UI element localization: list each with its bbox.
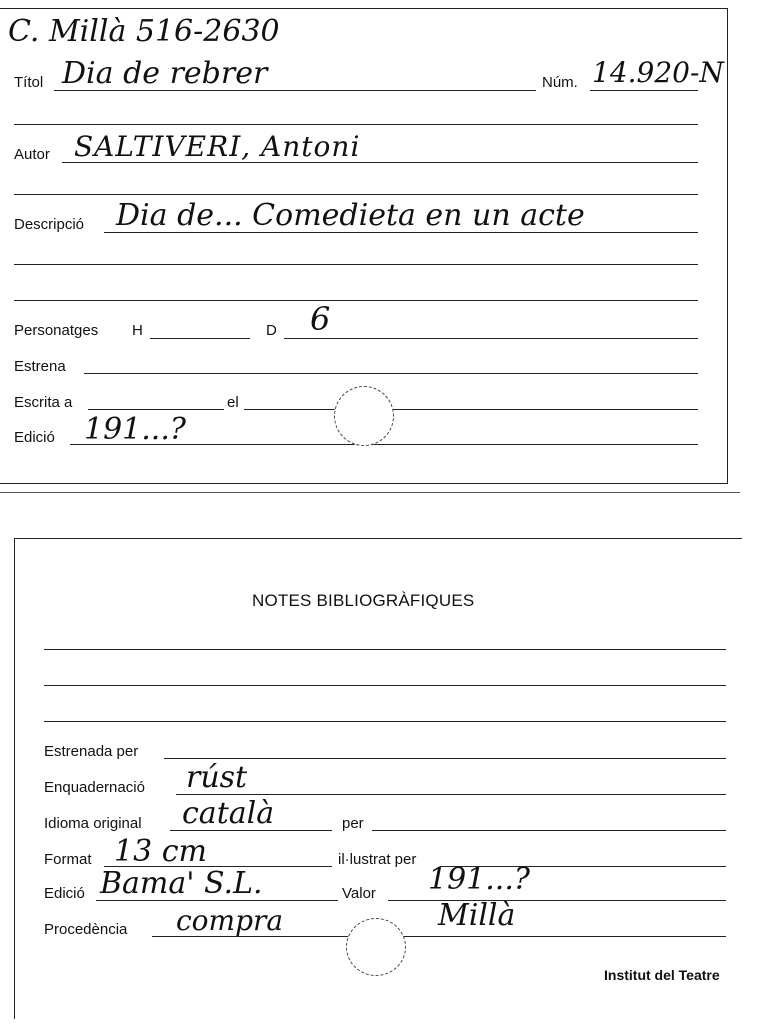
procedencia-label: Procedència [44,921,128,938]
autor-label: Autor [14,146,50,163]
edicio-label: Edició [14,429,55,446]
num-line [590,90,698,91]
card-divider [0,492,740,493]
blank-line [14,124,698,125]
el-line [244,409,698,410]
d-value: 6 [310,300,331,338]
personatges-label: Personatges [14,322,99,339]
h-line [150,338,250,339]
estrena-line [84,373,698,374]
procedencia-value: compra [176,904,284,937]
el-label: el [227,394,239,411]
edicio-label: Edició [44,885,85,902]
blank-line [44,649,726,650]
num-value: 14.920-N [592,56,724,89]
idioma-label: Idioma original [44,815,142,832]
idioma-value: català [182,796,275,831]
titol-label: Títol [14,74,44,91]
format-label: Format [44,851,92,868]
per-label: per [342,815,364,832]
valor-label: Valor [342,885,376,902]
header-note: C. Millà 516-2630 [8,14,280,49]
blank-line [14,300,698,301]
blank-line [44,721,726,722]
num-label: Núm. [542,74,578,91]
estrenada-line [164,758,726,759]
institution-footer: Institut del Teatre [604,967,720,983]
format-value: 13 cm [114,834,207,869]
escrita-line [88,409,224,410]
autor-value: SALTIVERI, Antoni [74,130,361,163]
procedencia-extra: Millà [438,898,516,933]
edicio-value: 191...? [84,412,186,447]
illustrat-label: il·lustrat per [338,851,417,868]
blank-line [14,264,698,265]
descripcio-value: Dia de... Comedieta en un acte [116,198,585,233]
valor-value: 191...? [428,862,530,897]
estrenada-label: Estrenada per [44,743,139,760]
enquadernacio-label: Enquadernació [44,779,145,796]
descripcio-label: Descripció [14,216,85,233]
titol-value: Dia de rebrer [62,56,268,91]
enquadernacio-value: rúst [186,760,248,795]
card-title: NOTES BIBLIOGRÀFIQUES [252,591,475,610]
blank-line [14,194,698,195]
per-line [372,830,726,831]
punch-hole [346,918,406,976]
d-line [284,338,698,339]
blank-line [44,685,726,686]
escrita-label: Escrita a [14,394,73,411]
edicio-value: Bama' S.L. [100,866,263,901]
enquadernacio-line [176,794,726,795]
d-label: D [266,322,277,339]
estrena-label: Estrena [14,358,66,375]
punch-hole [334,386,394,446]
h-label: H [132,322,143,339]
